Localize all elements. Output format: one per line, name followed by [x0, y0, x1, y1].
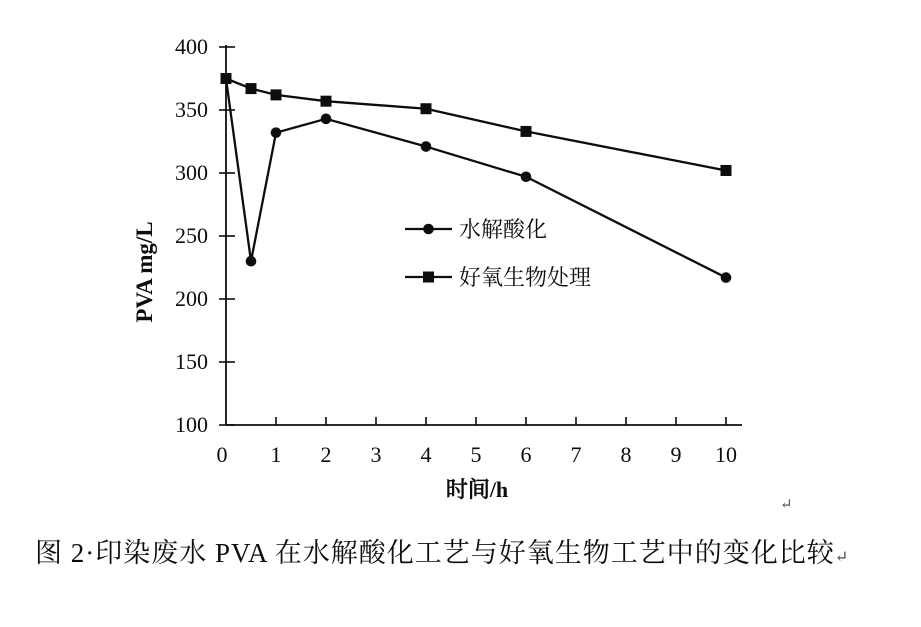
- series-line-circle: [226, 79, 726, 278]
- data-point-circle: [271, 127, 282, 138]
- figure-caption-text: 图 2·印染废水 PVA 在水解酸化工艺与好氧生物工艺中的变化比较: [35, 538, 835, 568]
- x-axis-tick-label: 3: [370, 442, 382, 467]
- x-axis-tick-label: 10: [715, 442, 737, 467]
- y-axis-tick-label: 150: [175, 349, 208, 374]
- data-point-square: [721, 165, 732, 176]
- data-point-circle: [246, 256, 257, 267]
- y-axis-tick-label: 100: [175, 412, 208, 437]
- y-axis-tick-label: 400: [175, 34, 208, 59]
- data-point-square: [246, 83, 257, 94]
- series-line-square: [226, 79, 726, 171]
- data-point-circle: [421, 141, 432, 152]
- x-axis-title: 时间/h: [445, 477, 509, 502]
- data-point-circle: [521, 171, 532, 182]
- x-axis-tick-label: 6: [520, 442, 532, 467]
- x-axis-tick-label: 0: [216, 442, 228, 467]
- y-axis-title: PVA mg/L: [132, 221, 157, 323]
- legend-key-circle: [423, 224, 434, 235]
- figure-caption: [35, 531, 848, 570]
- x-axis-tick-label: 2: [320, 442, 332, 467]
- data-point-square: [271, 89, 282, 100]
- data-point-square: [221, 73, 232, 84]
- x-axis-tick-label: 7: [570, 442, 582, 467]
- x-axis-tick-label: 9: [670, 442, 682, 467]
- y-axis-tick-label: 200: [175, 286, 208, 311]
- y-axis-tick-label: 300: [175, 160, 208, 185]
- x-axis-tick-label: 4: [420, 442, 432, 467]
- x-axis-tick-label: 8: [620, 442, 632, 467]
- x-axis-tick-label: 5: [470, 442, 482, 467]
- data-point-square: [421, 103, 432, 114]
- y-axis-tick-label: 350: [175, 97, 208, 122]
- data-point-circle: [721, 272, 732, 283]
- paragraph-return-icon: ↵: [780, 497, 793, 513]
- legend-key-square: [423, 272, 434, 283]
- data-point-square: [321, 96, 332, 107]
- y-axis-tick-label: 250: [175, 223, 208, 248]
- data-point-circle: [321, 114, 332, 125]
- paragraph-return-icon: ↵: [834, 549, 849, 566]
- data-point-square: [521, 126, 532, 137]
- legend-label: 水解酸化: [459, 217, 548, 242]
- legend-label: 好氧生物处理: [459, 265, 592, 290]
- x-axis-tick-label: 1: [270, 442, 282, 467]
